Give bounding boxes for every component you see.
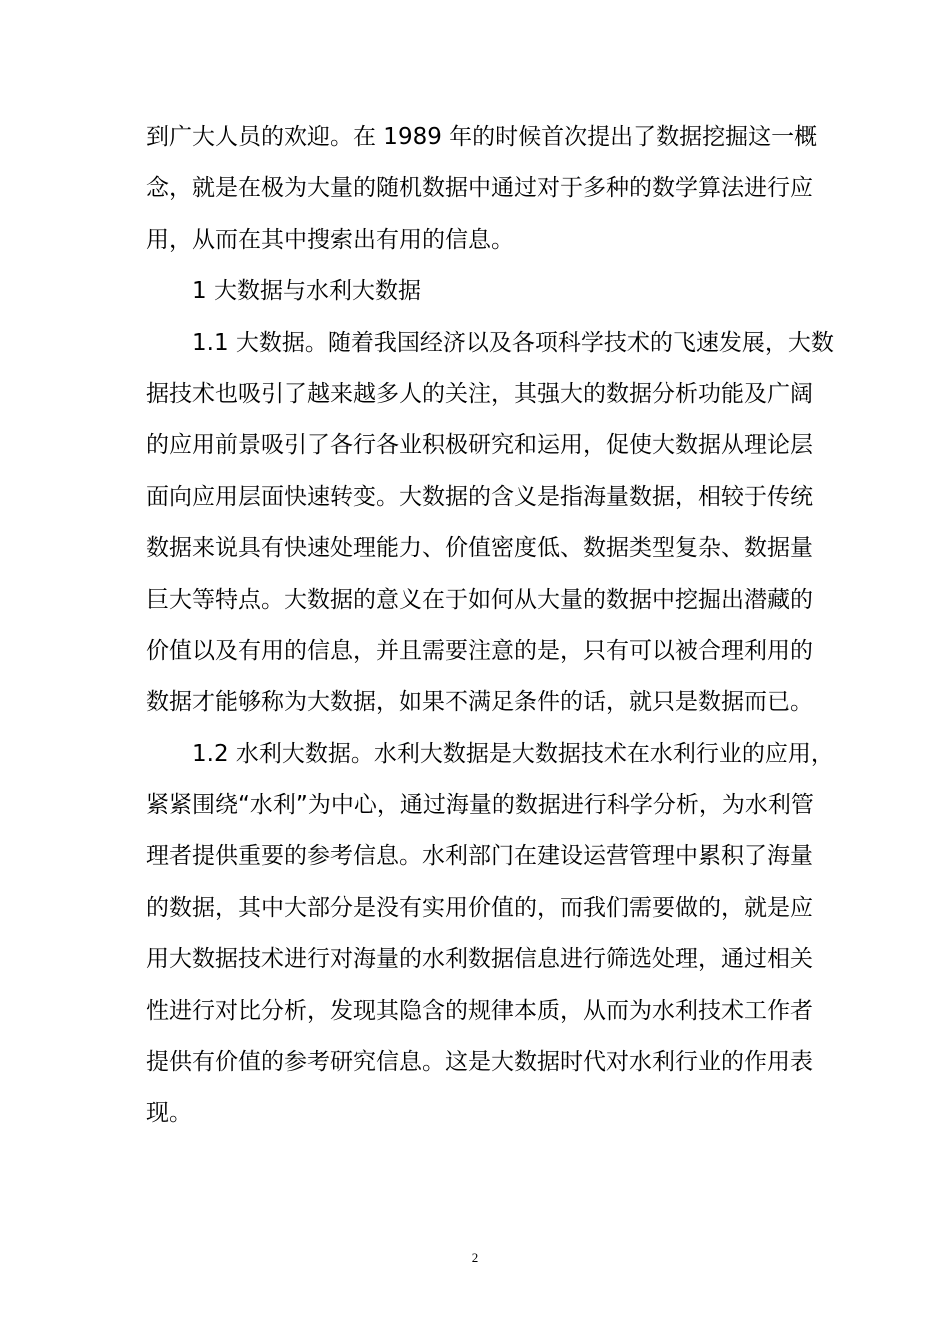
text-line: 到广大人员的欢迎。在 1989 年的时候首次提出了数据挖掘这一概: [146, 124, 818, 150]
text-line: 提供有价值的参考研究信息。这是大数据时代对水利行业的作用表: [146, 1049, 813, 1076]
document-body: [146, 112, 834, 1140]
text-line: 用，从而在其中搜索出有用的信息。: [146, 226, 514, 253]
section-heading: 1 大数据与水利大数据: [192, 278, 421, 305]
text-line: 数据才能够称为大数据，如果不满足条件的话，就只是数据而已。: [146, 689, 813, 716]
text-line: 性进行对比分析，发现其隐含的规律本质，从而为水利技术工作者: [146, 997, 813, 1024]
text-line: 数据来说具有快速处理能力、价值密度低、数据类型复杂、数据量: [146, 535, 813, 562]
text-line: 巨大等特点。大数据的意义在于如何从大量的数据中挖掘出潜藏的: [146, 586, 813, 613]
text-line: 据技术也吸引了越来越多人的关注，其强大的数据分析功能及广阔: [146, 380, 813, 407]
text-line: 1.2 水利大数据。水利大数据是大数据技术在水利行业的应用，: [192, 740, 834, 767]
text-line: 念，就是在极为大量的随机数据中通过对于多种的数学算法进行应: [146, 175, 813, 202]
text-line: 1.1 大数据。随着我国经济以及各项科学技术的飞速发展，大数: [192, 329, 834, 356]
text-line: 面向应用层面快速转变。大数据的含义是指海量数据，相较于传统: [146, 483, 813, 510]
text-line: 紧紧围绕“水利”为中心，通过海量的数据进行科学分析，为水利管: [146, 792, 814, 819]
text-line: 理者提供重要的参考信息。水利部门在建设运营管理中累积了海量: [146, 843, 813, 870]
text-line: 价值以及有用的信息，并且需要注意的是，只有可以被合理利用的: [146, 637, 813, 664]
page-number: 2: [471, 1250, 479, 1265]
text-line: 的数据，其中大部分是没有实用价值的，而我们需要做的，就是应: [146, 894, 813, 921]
text-line: 的应用前景吸引了各行各业积极研究和运用，促使大数据从理论层: [146, 432, 813, 459]
text-line: 用大数据技术进行对海量的水利数据信息进行筛选处理，通过相关: [146, 946, 813, 973]
text-line: 现。: [146, 1100, 192, 1127]
